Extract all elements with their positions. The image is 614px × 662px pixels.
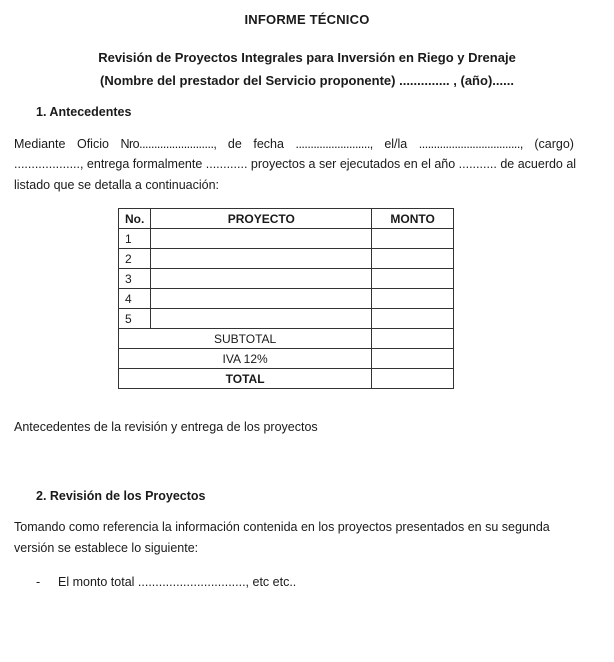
row-number: 1: [119, 229, 151, 249]
word: de: [227, 137, 242, 151]
total-row: [119, 369, 454, 389]
table-row: [119, 249, 454, 269]
row-number: 2: [119, 249, 151, 269]
antecedentes-line-2: ..................., entrega formalmente ............ proyectos a ser ejecutados en el año ........... de acuerdo al: [14, 157, 577, 171]
project-cell: [151, 229, 372, 249]
iva-row: [119, 349, 454, 369]
document-title: INFORME TÉCNICO: [244, 12, 370, 27]
amount-cell: [372, 269, 454, 289]
header-no: No.: [119, 209, 151, 229]
row-number: 3: [119, 269, 151, 289]
bullet-marker: -: [36, 575, 41, 589]
amount-cell: [372, 249, 454, 269]
header-amount: MONTO: [372, 209, 454, 229]
header-project: PROYECTO: [151, 209, 372, 229]
word: el/la: [384, 137, 408, 151]
subtotal-amount-cell: [372, 329, 454, 349]
document-subtitle-line-1: Revisión de Proyectos Integrales para Inversión en Riego y Drenaje: [98, 50, 516, 65]
row-number: 5: [119, 309, 151, 329]
table-header-row: [119, 209, 454, 229]
iva-amount-cell: [372, 349, 454, 369]
total-label: TOTAL: [119, 369, 372, 389]
review-antecedents-text: Antecedentes de la revisión y entrega de los proyectos: [14, 420, 318, 434]
blank-field: ..................................,: [418, 137, 523, 151]
table-row: [119, 229, 454, 249]
table-row: [119, 309, 454, 329]
word: Mediante: [14, 137, 66, 151]
project-cell: [151, 289, 372, 309]
section-heading-antecedentes: 1. Antecedentes: [36, 105, 132, 119]
table-row: [119, 269, 454, 289]
antecedentes-line-1: [14, 137, 574, 151]
project-cell: [151, 309, 372, 329]
document-subtitle-line-2: (Nombre del prestador del Servicio proponente) .............. , (año)......: [100, 73, 514, 88]
project-cell: [151, 269, 372, 289]
total-amount-cell: [372, 369, 454, 389]
blank-field: .........................,: [295, 137, 373, 151]
row-number: 4: [119, 289, 151, 309]
section-heading-revision: 2. Revisión de los Proyectos: [36, 489, 206, 503]
table-row: [119, 289, 454, 309]
word: (cargo): [534, 137, 574, 151]
project-cell: [151, 249, 372, 269]
revision-line-2: versión se establece lo siguiente:: [14, 541, 199, 555]
amount-cell: [372, 289, 454, 309]
antecedentes-line-3: listado que se detalla a continuación:: [14, 178, 220, 192]
word: fecha: [253, 137, 284, 151]
bullet-item: [36, 575, 296, 589]
subtotal-row: [119, 329, 454, 349]
amount-cell: [372, 229, 454, 249]
blank-field: Nro.........................,: [120, 137, 217, 151]
word: Oficio: [76, 137, 109, 151]
subtotal-label: SUBTOTAL: [119, 329, 372, 349]
projects-table: [118, 208, 454, 389]
revision-line-1: Tomando como referencia la información contenida en los proyectos presentados en su segunda: [14, 520, 550, 534]
iva-label: IVA 12%: [119, 349, 372, 369]
bullet-text: El monto total ..............................., etc etc..: [58, 575, 297, 589]
amount-cell: [372, 309, 454, 329]
